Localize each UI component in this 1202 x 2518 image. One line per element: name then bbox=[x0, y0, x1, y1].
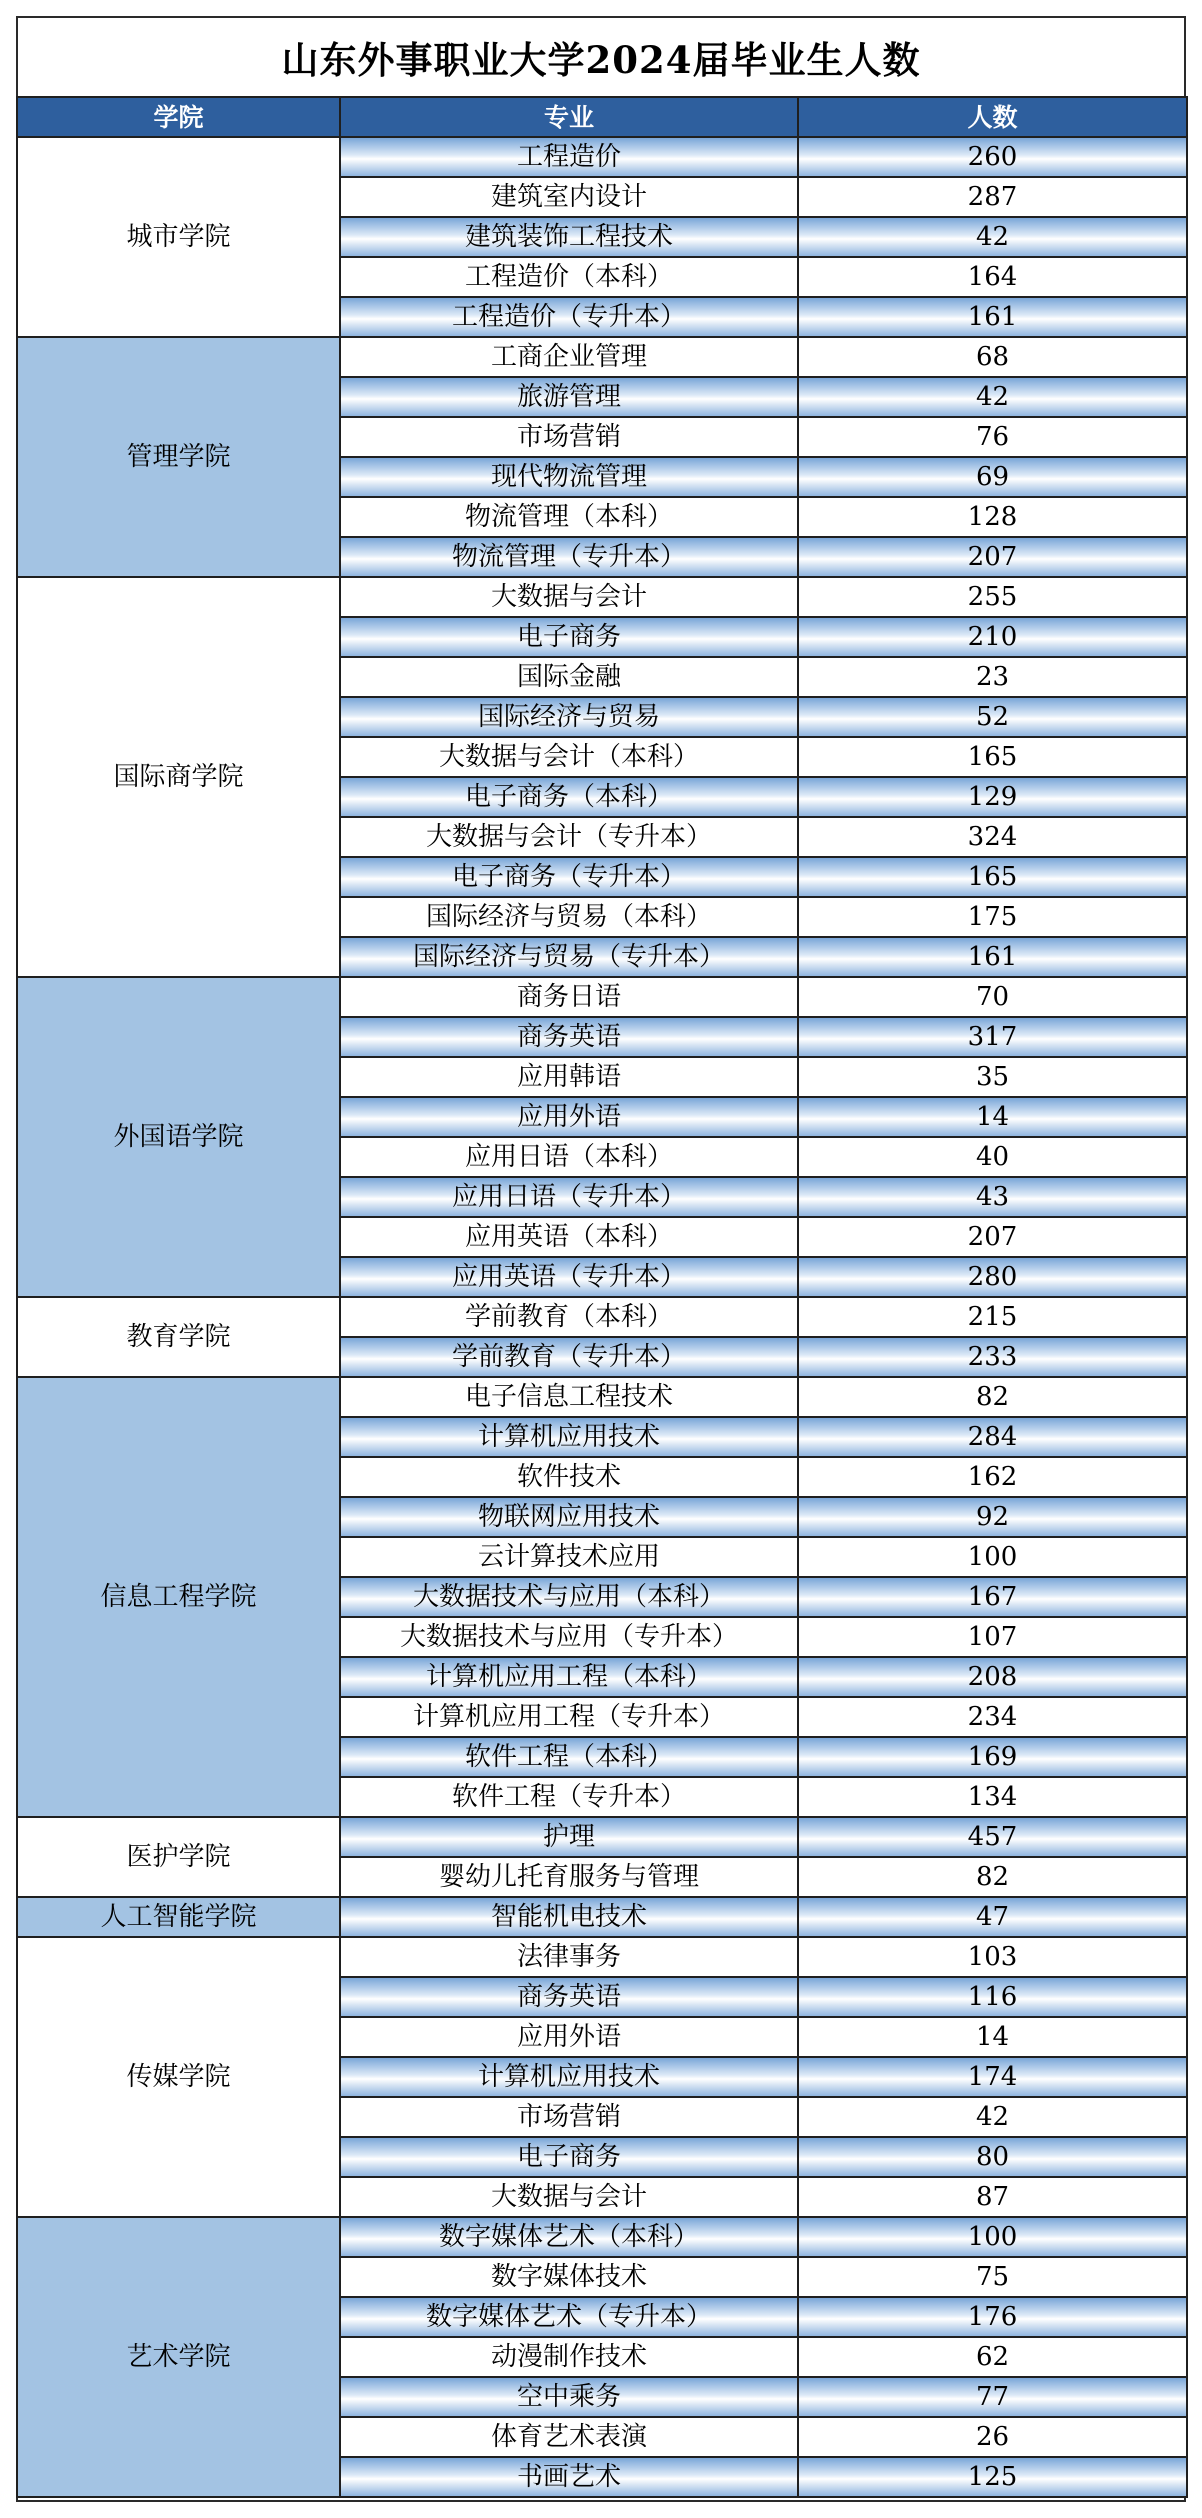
count-cell: 14 bbox=[798, 2017, 1187, 2057]
major-cell: 大数据与会计（专升本） bbox=[340, 817, 798, 857]
major-cell: 体育艺术表演 bbox=[340, 2417, 798, 2457]
major-cell: 电子商务 bbox=[340, 2137, 798, 2177]
major-cell: 电子信息工程技术 bbox=[340, 1377, 798, 1417]
major-cell: 应用外语 bbox=[340, 2017, 798, 2057]
major-cell: 大数据与会计 bbox=[340, 577, 798, 617]
table-row bbox=[17, 1377, 1187, 1417]
count-cell: 42 bbox=[798, 2097, 1187, 2137]
major-cell: 软件技术 bbox=[340, 1457, 798, 1497]
count-cell: 77 bbox=[798, 2377, 1187, 2417]
table-body bbox=[17, 137, 1187, 2497]
major-cell: 智能机电技术 bbox=[340, 1897, 798, 1937]
college-cell: 传媒学院 bbox=[17, 1937, 340, 2217]
count-cell: 134 bbox=[798, 1777, 1187, 1817]
major-cell: 动漫制作技术 bbox=[340, 2337, 798, 2377]
major-cell: 书画艺术 bbox=[340, 2457, 798, 2497]
count-cell: 317 bbox=[798, 1017, 1187, 1057]
major-cell: 电子商务 bbox=[340, 617, 798, 657]
major-cell: 应用日语（本科） bbox=[340, 1137, 798, 1177]
major-cell: 计算机应用技术 bbox=[340, 2057, 798, 2097]
major-cell: 空中乘务 bbox=[340, 2377, 798, 2417]
major-cell: 商务英语 bbox=[340, 1977, 798, 2017]
graduates-table bbox=[16, 96, 1188, 2498]
major-cell: 婴幼儿托育服务与管理 bbox=[340, 1857, 798, 1897]
major-cell: 商务英语 bbox=[340, 1017, 798, 1057]
major-cell: 物联网应用技术 bbox=[340, 1497, 798, 1537]
count-cell: 40 bbox=[798, 1137, 1187, 1177]
count-cell: 165 bbox=[798, 737, 1187, 777]
count-cell: 70 bbox=[798, 977, 1187, 1017]
major-cell: 大数据与会计（本科） bbox=[340, 737, 798, 777]
count-cell: 457 bbox=[798, 1817, 1187, 1857]
major-cell: 学前教育（本科） bbox=[340, 1297, 798, 1337]
count-cell: 260 bbox=[798, 137, 1187, 177]
major-cell: 旅游管理 bbox=[340, 377, 798, 417]
table-row bbox=[17, 337, 1187, 377]
count-cell: 164 bbox=[798, 257, 1187, 297]
major-cell: 应用英语（本科） bbox=[340, 1217, 798, 1257]
major-cell: 商务日语 bbox=[340, 977, 798, 1017]
major-cell: 应用日语（专升本） bbox=[340, 1177, 798, 1217]
major-cell: 市场营销 bbox=[340, 2097, 798, 2137]
count-cell: 162 bbox=[798, 1457, 1187, 1497]
count-cell: 167 bbox=[798, 1577, 1187, 1617]
count-cell: 174 bbox=[798, 2057, 1187, 2097]
major-cell: 工程造价（专升本） bbox=[340, 297, 798, 337]
table-row bbox=[17, 1937, 1187, 1977]
count-cell: 233 bbox=[798, 1337, 1187, 1377]
major-cell: 国际金融 bbox=[340, 657, 798, 697]
count-cell: 207 bbox=[798, 537, 1187, 577]
major-cell: 工商企业管理 bbox=[340, 337, 798, 377]
count-cell: 75 bbox=[798, 2257, 1187, 2297]
major-cell: 云计算技术应用 bbox=[340, 1537, 798, 1577]
major-cell: 计算机应用工程（专升本） bbox=[340, 1697, 798, 1737]
major-cell: 护理 bbox=[340, 1817, 798, 1857]
count-cell: 210 bbox=[798, 617, 1187, 657]
table-row bbox=[17, 1897, 1187, 1937]
count-cell: 42 bbox=[798, 377, 1187, 417]
college-cell: 信息工程学院 bbox=[17, 1377, 340, 1817]
header-college: 学院 bbox=[17, 97, 340, 137]
count-cell: 176 bbox=[798, 2297, 1187, 2337]
major-cell: 建筑装饰工程技术 bbox=[340, 217, 798, 257]
count-cell: 107 bbox=[798, 1617, 1187, 1657]
count-cell: 207 bbox=[798, 1217, 1187, 1257]
table-header-row bbox=[17, 97, 1187, 137]
major-cell: 物流管理（本科） bbox=[340, 497, 798, 537]
count-cell: 26 bbox=[798, 2417, 1187, 2457]
major-cell: 电子商务（本科） bbox=[340, 777, 798, 817]
count-cell: 129 bbox=[798, 777, 1187, 817]
count-cell: 255 bbox=[798, 577, 1187, 617]
count-cell: 169 bbox=[798, 1737, 1187, 1777]
count-cell: 128 bbox=[798, 497, 1187, 537]
count-cell: 23 bbox=[798, 657, 1187, 697]
major-cell: 计算机应用技术 bbox=[340, 1417, 798, 1457]
major-cell: 法律事务 bbox=[340, 1937, 798, 1977]
count-cell: 125 bbox=[798, 2457, 1187, 2497]
count-cell: 100 bbox=[798, 2217, 1187, 2257]
count-cell: 42 bbox=[798, 217, 1187, 257]
header-count: 人数 bbox=[798, 97, 1187, 137]
count-cell: 215 bbox=[798, 1297, 1187, 1337]
table-row bbox=[17, 577, 1187, 617]
count-cell: 208 bbox=[798, 1657, 1187, 1697]
count-cell: 14 bbox=[798, 1097, 1187, 1137]
major-cell: 应用韩语 bbox=[340, 1057, 798, 1097]
count-cell: 35 bbox=[798, 1057, 1187, 1097]
college-cell: 人工智能学院 bbox=[17, 1897, 340, 1937]
count-cell: 82 bbox=[798, 1857, 1187, 1897]
major-cell: 国际经济与贸易（专升本） bbox=[340, 937, 798, 977]
major-cell: 数字媒体艺术（本科） bbox=[340, 2217, 798, 2257]
college-cell: 外国语学院 bbox=[17, 977, 340, 1297]
college-cell: 教育学院 bbox=[17, 1297, 340, 1377]
count-cell: 92 bbox=[798, 1497, 1187, 1537]
count-cell: 62 bbox=[798, 2337, 1187, 2377]
college-cell: 医护学院 bbox=[17, 1817, 340, 1897]
count-cell: 175 bbox=[798, 897, 1187, 937]
major-cell: 软件工程（本科） bbox=[340, 1737, 798, 1777]
major-cell: 工程造价（本科） bbox=[340, 257, 798, 297]
table-row bbox=[17, 1817, 1187, 1857]
count-cell: 68 bbox=[798, 337, 1187, 377]
count-cell: 100 bbox=[798, 1537, 1187, 1577]
count-cell: 116 bbox=[798, 1977, 1187, 2017]
table-row bbox=[17, 977, 1187, 1017]
major-cell: 计算机应用工程（本科） bbox=[340, 1657, 798, 1697]
count-cell: 324 bbox=[798, 817, 1187, 857]
table-row bbox=[17, 137, 1187, 177]
major-cell: 大数据技术与应用（本科） bbox=[340, 1577, 798, 1617]
count-cell: 69 bbox=[798, 457, 1187, 497]
count-cell: 165 bbox=[798, 857, 1187, 897]
count-cell: 82 bbox=[798, 1377, 1187, 1417]
count-cell: 87 bbox=[798, 2177, 1187, 2217]
major-cell: 大数据与会计 bbox=[340, 2177, 798, 2217]
major-cell: 电子商务（专升本） bbox=[340, 857, 798, 897]
count-cell: 161 bbox=[798, 297, 1187, 337]
count-cell: 284 bbox=[798, 1417, 1187, 1457]
count-cell: 234 bbox=[798, 1697, 1187, 1737]
page-title: 山东外事职业大学2024届毕业生人数 bbox=[281, 38, 921, 82]
header-major: 专业 bbox=[340, 97, 798, 137]
major-cell: 市场营销 bbox=[340, 417, 798, 457]
major-cell: 数字媒体艺术（专升本） bbox=[340, 2297, 798, 2337]
major-cell: 建筑室内设计 bbox=[340, 177, 798, 217]
college-cell: 国际商学院 bbox=[17, 577, 340, 977]
major-cell: 应用英语（专升本） bbox=[340, 1257, 798, 1297]
count-cell: 287 bbox=[798, 177, 1187, 217]
college-cell: 城市学院 bbox=[17, 137, 340, 337]
count-cell: 280 bbox=[798, 1257, 1187, 1297]
count-cell: 47 bbox=[798, 1897, 1187, 1937]
major-cell: 学前教育（专升本） bbox=[340, 1337, 798, 1377]
count-cell: 43 bbox=[798, 1177, 1187, 1217]
count-cell: 52 bbox=[798, 697, 1187, 737]
count-cell: 161 bbox=[798, 937, 1187, 977]
table-row bbox=[17, 1297, 1187, 1337]
count-cell: 76 bbox=[798, 417, 1187, 457]
count-cell: 103 bbox=[798, 1937, 1187, 1977]
college-cell: 艺术学院 bbox=[17, 2217, 340, 2497]
major-cell: 大数据技术与应用（专升本） bbox=[340, 1617, 798, 1657]
major-cell: 应用外语 bbox=[340, 1097, 798, 1137]
major-cell: 物流管理（专升本） bbox=[340, 537, 798, 577]
major-cell: 工程造价 bbox=[340, 137, 798, 177]
major-cell: 现代物流管理 bbox=[340, 457, 798, 497]
table-row bbox=[17, 2217, 1187, 2257]
college-cell: 管理学院 bbox=[17, 337, 340, 577]
major-cell: 数字媒体技术 bbox=[340, 2257, 798, 2297]
major-cell: 国际经济与贸易 bbox=[340, 697, 798, 737]
major-cell: 软件工程（专升本） bbox=[340, 1777, 798, 1817]
major-cell: 国际经济与贸易（本科） bbox=[340, 897, 798, 937]
count-cell: 80 bbox=[798, 2137, 1187, 2177]
